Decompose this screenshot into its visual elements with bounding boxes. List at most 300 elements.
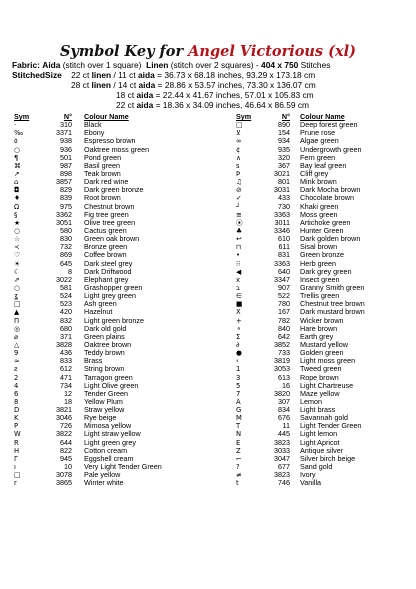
colour-name: Light moss green <box>300 356 356 366</box>
symbol-glyph: ⌀ <box>14 332 19 341</box>
size-line-1 <box>12 70 315 80</box>
dmc-number: 676 <box>278 413 290 423</box>
colour-name: Straw yellow <box>84 405 125 415</box>
size-dimensions: = 22.44 x 41.67 inches, 57.01 x 105.83 cm <box>155 90 314 100</box>
colour-name: Tender Green <box>84 388 128 398</box>
symbol-glyph: ı <box>14 463 16 472</box>
symbol-glyph: 6 <box>14 389 19 398</box>
symbol-glyph: T <box>236 422 241 431</box>
colour-name: Light lemon <box>300 429 338 439</box>
dmc-number: 10 <box>64 462 72 472</box>
symbol-glyph: ⊻ <box>236 129 241 138</box>
symbol-glyph: ʓ <box>14 292 18 301</box>
dmc-number: 640 <box>278 266 290 276</box>
symbol-glyph: ↗ <box>14 169 20 178</box>
symbol-glyph: ∞ <box>236 137 242 146</box>
symbol-glyph: ◘ <box>14 186 20 195</box>
dmc-number: 11 <box>282 421 290 431</box>
colour-name: Light green grey <box>84 437 136 447</box>
symbol-glyph: ≡ <box>236 210 242 219</box>
colour-name: Moss green <box>300 209 338 219</box>
size-line-4 <box>116 100 309 110</box>
symbol-glyph: ? <box>236 463 240 472</box>
dmc-number: 840 <box>278 323 290 333</box>
colour-name: Bay leaf green <box>300 160 347 170</box>
symbol-glyph: · <box>14 121 17 130</box>
header-number: N° <box>63 112 72 121</box>
colour-name: Green oak brown <box>84 234 140 244</box>
colour-name: Granny Smith green <box>300 282 365 292</box>
symbol-glyph: ∂ <box>236 340 240 349</box>
colour-name: Coffee brown <box>84 250 127 260</box>
colour-name: Light brass <box>300 405 336 415</box>
colour-name: Dark steel grey <box>84 258 133 268</box>
colour-name: Dark Mocha brown <box>300 185 361 195</box>
colour-name: Algae green <box>300 136 339 146</box>
dmc-number: 934 <box>278 136 290 146</box>
dmc-number: 831 <box>278 250 290 260</box>
dmc-number: 611 <box>278 242 290 252</box>
symbol-glyph: △ <box>14 340 20 349</box>
size-count: 28 ct <box>71 80 90 90</box>
dmc-number: 869 <box>60 250 72 260</box>
colour-name: Herb green <box>300 258 336 268</box>
dmc-number: 3021 <box>274 168 290 178</box>
dmc-number: 3371 <box>56 128 72 138</box>
symbol-glyph: x <box>236 275 241 284</box>
colour-name: Ivory <box>300 470 316 480</box>
symbol-glyph: ב <box>236 283 240 292</box>
colour-name: Undergrowth green <box>300 144 362 154</box>
symbol-glyph: ○ <box>14 226 20 235</box>
symbol-glyph: ◎ <box>14 324 20 333</box>
colour-name: Deep forest green <box>300 120 358 130</box>
symbol-glyph: Π <box>14 316 20 325</box>
symbol-glyph: X <box>236 308 241 317</box>
colour-name: Golden green <box>300 348 344 358</box>
symbol-glyph: Z <box>236 446 241 455</box>
symbol-glyph: 9 <box>14 349 19 358</box>
dmc-number: 782 <box>278 315 290 325</box>
dmc-number: 936 <box>60 144 72 154</box>
dmc-number: 3047 <box>274 453 290 463</box>
symbol-glyph: ┘ <box>236 202 241 211</box>
colour-name: Brass <box>84 356 103 366</box>
symbol-glyph: ✓ <box>236 194 242 203</box>
colour-name: Antique silver <box>300 445 344 455</box>
colour-name: Fig tree green <box>84 209 129 219</box>
symbol-glyph: R <box>14 438 19 447</box>
colour-name: Light Chartreuse <box>300 380 354 390</box>
colour-name: Light green bronze <box>84 315 144 325</box>
fabric-name: Aida <box>42 60 61 70</box>
dmc-number: 975 <box>60 201 72 211</box>
symbol-glyph: ● <box>236 349 242 358</box>
colour-name: Mink brown <box>300 177 337 187</box>
colour-name: Dark golden brown <box>300 234 361 244</box>
title-main: Symbol Key for <box>59 43 184 60</box>
colour-name: Earth grey <box>300 331 334 341</box>
symbol-glyph: ○ <box>14 283 20 292</box>
colour-name: Tweed green <box>300 364 342 374</box>
dmc-number: 3823 <box>274 470 290 480</box>
symbol-glyph: ☀ <box>14 259 21 268</box>
colour-name: Fern green <box>300 152 336 162</box>
colour-name: Dark grey green <box>300 266 352 276</box>
colour-name: Ash green <box>84 299 117 309</box>
dmc-number: 612 <box>60 364 72 374</box>
colour-name: Insect green <box>300 274 340 284</box>
symbol-glyph: □ <box>14 300 21 309</box>
dmc-number: 677 <box>278 462 290 472</box>
symbol-glyph: s <box>236 161 240 170</box>
size-fabric: linen <box>91 80 112 90</box>
symbol-glyph: ∧ <box>236 153 241 162</box>
stitch-count: 404 x 750 <box>261 60 299 70</box>
dmc-number: 580 <box>60 225 72 235</box>
symbol-glyph: G <box>236 406 242 415</box>
symbol-glyph: ☾ <box>14 267 21 276</box>
dmc-number: 898 <box>60 168 72 178</box>
dmc-number: 613 <box>278 372 290 382</box>
symbol-glyph: K <box>14 414 19 423</box>
symbol-glyph: 4 <box>14 381 19 390</box>
colour-name: Green plains <box>84 331 125 341</box>
colour-name: Grashopper green <box>84 282 143 292</box>
dmc-number: 726 <box>60 421 72 431</box>
colour-name: Light straw yellow <box>84 429 141 439</box>
size-dimensions: = 28.86 x 53.57 inches, 73.30 x 136.07 cm <box>157 80 316 90</box>
colour-name: Sisal brown <box>300 242 338 252</box>
dmc-number: 3078 <box>56 470 72 480</box>
size-dimensions: = 36.73 x 68.18 inches, 93.29 x 173.18 cm <box>157 70 316 80</box>
header-colour-name: Colour Name <box>300 112 345 121</box>
symbol-glyph: r <box>14 479 17 488</box>
colour-name: Dark green bronze <box>84 185 144 195</box>
dmc-number: 371 <box>60 331 72 341</box>
dmc-number: 644 <box>60 437 72 447</box>
size-count-alt: 18 ct <box>116 90 135 100</box>
colour-name: Prune rose <box>300 128 336 138</box>
dmc-number: 780 <box>278 299 290 309</box>
size-line-2 <box>71 80 316 90</box>
dmc-number: 154 <box>278 128 290 138</box>
dmc-number: 310 <box>60 120 72 130</box>
dmc-number: 3820 <box>274 388 290 398</box>
dmc-number: 320 <box>278 152 290 162</box>
colour-name: Hare brown <box>300 323 338 333</box>
dmc-number: 3362 <box>56 209 72 219</box>
size-fabric-alt: aida <box>138 70 155 80</box>
colour-name: Mimosa yellow <box>84 421 132 431</box>
dmc-number: 680 <box>60 323 72 333</box>
size-count: 22 ct <box>71 70 90 80</box>
colour-name: Dark mustard brown <box>300 307 365 317</box>
symbol-glyph: □ <box>14 471 21 480</box>
size-count-alt: / 11 ct <box>113 70 136 80</box>
symbol-glyph: ‹ <box>236 357 239 366</box>
dmc-number: 501 <box>60 152 72 162</box>
dmc-number: 830 <box>60 234 72 244</box>
size-fabric-alt: aida <box>138 80 156 90</box>
symbol-glyph: ♦ <box>14 194 21 203</box>
symbol-glyph: ⌘ <box>14 161 21 170</box>
colour-name: Teak brown <box>84 168 121 178</box>
dmc-number: 746 <box>278 478 290 488</box>
fabric-line <box>12 60 330 70</box>
dmc-number: 3031 <box>274 185 290 195</box>
dmc-number: 642 <box>278 331 290 341</box>
symbol-glyph: ♣ <box>236 226 243 235</box>
colour-name: Mustard yellow <box>300 339 348 349</box>
dmc-number: 445 <box>278 429 290 439</box>
dmc-number: 3051 <box>56 217 72 227</box>
fabric-note: (stitch over 1 square) <box>62 60 142 70</box>
dmc-number: 907 <box>278 282 290 292</box>
page-title <box>0 43 416 61</box>
colour-name: Khaki green <box>300 201 339 211</box>
dmc-number: 3819 <box>274 356 290 366</box>
colour-name: Sand gold <box>300 462 333 472</box>
colour-name: Very Light Tender Green <box>84 462 162 472</box>
symbol-glyph: M <box>236 414 242 423</box>
size-fabric-alt: aida <box>136 90 154 100</box>
symbol-glyph: ↩ <box>236 235 242 244</box>
colour-name: Vanilla <box>300 478 322 488</box>
symbol-glyph: § <box>14 210 18 219</box>
dmc-number: 522 <box>278 291 290 301</box>
symbol-glyph: ★ <box>14 218 21 227</box>
colour-name: Tarragon green <box>84 372 133 382</box>
dmc-number: 645 <box>60 258 72 268</box>
symbol-glyph: ⇗ <box>14 275 20 284</box>
dmc-number: 367 <box>278 160 290 170</box>
title-pattern-name: Angel Victorious (xl) <box>188 43 357 60</box>
colour-name: Yellow Plum <box>84 396 123 406</box>
symbol-glyph: • <box>236 251 241 260</box>
symbol-glyph: ≺ <box>14 243 20 252</box>
symbol-glyph: W <box>14 430 21 439</box>
colour-name: Light grey green <box>84 291 136 301</box>
dmc-number: 12 <box>64 388 72 398</box>
colour-name: Rye beige <box>84 413 117 423</box>
header-sym: Sym <box>236 112 252 121</box>
dmc-number: 3852 <box>274 339 290 349</box>
colour-name: Silver birch beige <box>300 453 356 463</box>
symbol-glyph: ○ <box>14 145 20 154</box>
dmc-number: 523 <box>60 299 72 309</box>
dmc-number: 167 <box>278 307 290 317</box>
symbol-glyph: ♫ <box>236 178 243 187</box>
symbol-glyph: N <box>236 430 242 439</box>
symbol-glyph: ≈ <box>14 357 20 366</box>
symbol-glyph: P <box>14 422 19 431</box>
colour-name: Cotton cream <box>84 445 128 455</box>
symbol-glyph: ♡ <box>14 251 21 260</box>
symbol-glyph: ٥ <box>14 137 18 146</box>
dmc-number: 16 <box>282 380 290 390</box>
colour-name: Rope brown <box>300 372 339 382</box>
symbol-glyph: ■ <box>236 300 243 309</box>
dmc-number: 987 <box>60 160 72 170</box>
dmc-number: 307 <box>278 396 290 406</box>
dmc-number: 3022 <box>56 274 72 284</box>
symbol-glyph: ∈ <box>236 292 242 301</box>
symbol-glyph: 8 <box>14 397 19 406</box>
dmc-number: 734 <box>60 380 72 390</box>
colour-name: Black <box>84 120 102 130</box>
dmc-number: 935 <box>278 144 290 154</box>
size-count-alt: 22 ct <box>116 100 135 110</box>
dmc-number: 581 <box>60 282 72 292</box>
colour-name: Dark old gold <box>84 323 127 333</box>
symbol-glyph: D <box>14 406 20 415</box>
header-sym: Sym <box>14 112 30 121</box>
symbol-glyph: □ <box>236 121 243 130</box>
dmc-number: 420 <box>60 307 72 317</box>
symbol-glyph: Ω <box>14 202 20 211</box>
colour-name: Lemon <box>300 396 322 406</box>
dmc-number: 524 <box>60 291 72 301</box>
size-count-alt: / 14 ct <box>113 80 137 90</box>
stitches-word: Stitches <box>300 60 331 70</box>
colour-name: Dark Driftwood <box>84 266 132 276</box>
dmc-number: 3347 <box>274 274 290 284</box>
symbol-glyph: ☆ <box>14 235 21 244</box>
dmc-number: 3821 <box>56 405 72 415</box>
colour-name: Pond green <box>84 152 122 162</box>
stitched-size-label: StitchedSize <box>12 70 62 80</box>
symbol-glyph: 1 <box>236 365 241 374</box>
dmc-number: 801 <box>278 177 290 187</box>
dmc-number: 839 <box>60 193 72 203</box>
symbol-glyph: ⌂ <box>14 178 19 187</box>
colour-name: Hunter Green <box>300 225 344 235</box>
dmc-number: 945 <box>60 453 72 463</box>
dmc-number: 610 <box>278 234 290 244</box>
dmc-number: 890 <box>278 120 290 130</box>
symbol-glyph: ▲ <box>14 308 20 317</box>
symbol-glyph: t <box>236 479 239 488</box>
dmc-number: 433 <box>278 193 290 203</box>
colour-name: Bronze green <box>84 242 128 252</box>
dmc-number: 436 <box>60 348 72 358</box>
symbol-glyph: ⦿ <box>236 218 243 227</box>
dmc-number: 732 <box>60 242 72 252</box>
dmc-number: 833 <box>60 356 72 366</box>
colour-name: String brown <box>84 364 125 374</box>
header-colour-name: Colour Name <box>84 112 129 121</box>
size-line-3 <box>116 90 314 100</box>
symbol-glyph: ◀ <box>236 267 242 276</box>
symbol-glyph: 2 <box>14 373 19 382</box>
dmc-number: 822 <box>60 445 72 455</box>
symbol-glyph: Σ <box>236 332 241 341</box>
colour-name: Espresso brown <box>84 136 136 146</box>
symbol-glyph: ⁝⁝ <box>236 259 241 268</box>
colour-name: Elephant grey <box>84 274 129 284</box>
dmc-number: 3857 <box>56 177 72 187</box>
colour-name: Artichoke green <box>300 217 351 227</box>
dmc-number: 3046 <box>56 413 72 423</box>
colour-name: Light Olive green <box>84 380 139 390</box>
dmc-number: 3363 <box>274 258 290 268</box>
colour-name: Wicker brown <box>300 315 344 325</box>
colour-name: Trellis green <box>300 291 340 301</box>
colour-name: Oaktree moss green <box>84 144 150 154</box>
colour-name: Savannah gold <box>300 413 348 423</box>
dmc-number: 471 <box>60 372 72 382</box>
colour-name: Chestnut brown <box>84 201 135 211</box>
dmc-number: 834 <box>278 405 290 415</box>
colour-name: Light Tender Green <box>300 421 362 431</box>
symbol-glyph: Þ <box>236 169 241 178</box>
symbol-glyph: ⊓ <box>236 243 242 252</box>
fabric-label: Fabric: <box>12 60 40 70</box>
dmc-number: 3033 <box>274 445 290 455</box>
symbol-glyph: ƨ <box>14 365 18 374</box>
dmc-number: 8 <box>68 266 72 276</box>
symbol-glyph: ⊘ <box>236 186 242 195</box>
symbol-glyph: ⚬ <box>236 324 242 333</box>
size-fabric: linen <box>91 70 112 80</box>
dmc-number: 3363 <box>274 209 290 219</box>
dmc-number: 733 <box>278 348 290 358</box>
colour-name: Maze yellow <box>300 388 340 398</box>
symbol-glyph: ¢ <box>236 145 241 154</box>
size-fabric-alt: aida <box>136 100 154 110</box>
symbol-glyph: ⌐ <box>236 454 242 463</box>
colour-name: Hazelnut <box>84 307 113 317</box>
symbol-glyph: 7 <box>236 389 241 398</box>
alt-fabric-name: Linen <box>146 60 169 70</box>
symbol-glyph: ≠ <box>236 471 242 480</box>
dmc-number: 3822 <box>56 429 72 439</box>
colour-name: Olive tree green <box>84 217 136 227</box>
dmc-number: 3053 <box>274 364 290 374</box>
colour-name: Green bronze <box>300 250 344 260</box>
dmc-number: 829 <box>60 185 72 195</box>
symbol-glyph: ‰ <box>14 129 24 138</box>
colour-name: Oaktree brown <box>84 339 132 349</box>
size-dimensions: = 18.36 x 34.09 inches, 46.64 x 86.59 cm <box>155 100 310 110</box>
colour-name: Root brown <box>84 193 121 203</box>
dmc-number: 938 <box>60 136 72 146</box>
colour-name: Ebony <box>84 128 105 138</box>
dmc-number: 3828 <box>56 339 72 349</box>
colour-name: Eggshell cream <box>84 453 134 463</box>
dmc-number: 3823 <box>274 437 290 447</box>
dmc-number: 730 <box>278 201 290 211</box>
symbol-glyph: E <box>236 438 241 447</box>
symbol-glyph: H <box>14 446 20 455</box>
dmc-number: 3011 <box>274 217 290 227</box>
dmc-number: 3346 <box>274 225 290 235</box>
symbol-glyph: A <box>236 397 241 406</box>
colour-name: Light Apricot <box>300 437 340 447</box>
colour-name: Teddy brown <box>84 348 125 358</box>
colour-name: Winter white <box>84 478 124 488</box>
colour-name: Dark red wine <box>84 177 129 187</box>
colour-name: Chestnut tree brown <box>300 299 365 309</box>
colour-name: Pale yellow <box>84 470 121 480</box>
colour-name: Cliff grey <box>300 168 329 178</box>
alt-fabric-note: (stitch over 2 squares) - <box>170 60 259 70</box>
colour-name: Chocolate brown <box>300 193 354 203</box>
dmc-number: 3865 <box>56 478 72 488</box>
symbol-glyph: 5 <box>236 381 241 390</box>
dmc-number: 832 <box>60 315 72 325</box>
